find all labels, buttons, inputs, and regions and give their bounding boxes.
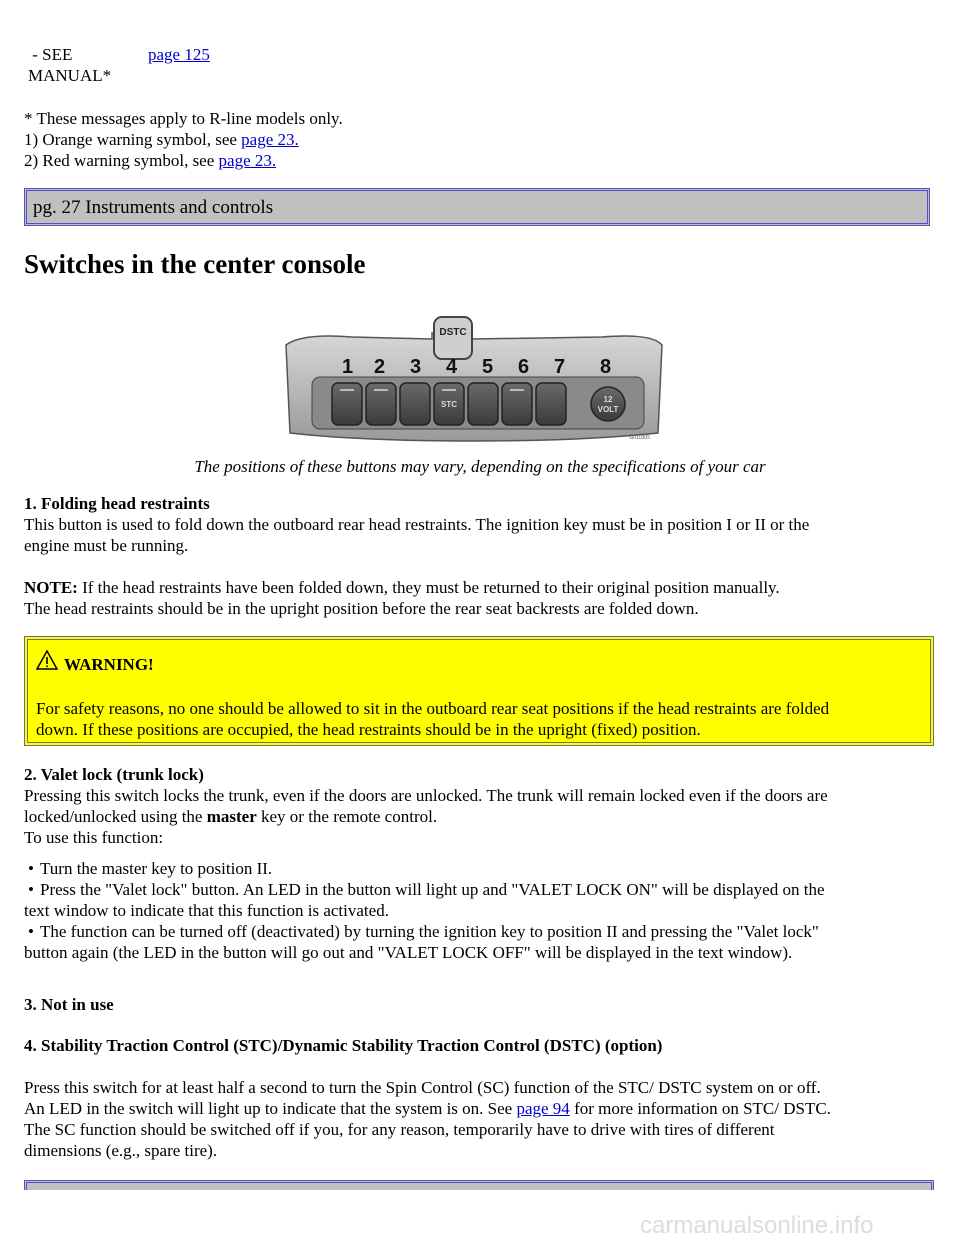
- dstc-button: [434, 317, 472, 359]
- volt-label-line2: VOLT: [597, 405, 619, 414]
- section-1-line1: This button is used to fold down the outboard rear head restraints. The ignition key must be in position I or II or the: [24, 515, 810, 534]
- note-label: NOTE:: [24, 578, 78, 597]
- console-switch-illustration: [282, 303, 666, 443]
- message-line1: - SEE: [28, 45, 73, 64]
- message-cell: [28, 44, 138, 86]
- switch-number-8: 8: [600, 356, 612, 378]
- valet-steps-list: [24, 858, 936, 963]
- bullet-3-text-a: The function can be turned off (deactivated) by turning the ignition key to position II and pressing the "Valet lock": [40, 922, 819, 941]
- section-2-line2-pre: locked/unlocked using the: [24, 807, 207, 826]
- switch-7: [536, 383, 566, 425]
- footnote-star: * These messages apply to R-line models only.: [24, 109, 343, 128]
- next-page-header-bar: [24, 1180, 934, 1190]
- stc-label: STC: [441, 400, 457, 409]
- section-4-line1: Press this switch for at least half a second to turn the Spin Control (SC) function of the STC/ DSTC system on or off.: [24, 1078, 821, 1097]
- switch-number-3: 3: [410, 356, 422, 378]
- warning-triangle-icon: [36, 650, 58, 670]
- bullet-1-text: Turn the master key to position II.: [40, 859, 273, 878]
- section-2-line2-post: key or the remote control.: [256, 807, 438, 826]
- section-1-line2: engine must be running.: [24, 536, 189, 555]
- footnote-1-link[interactable]: page 23.: [241, 130, 299, 149]
- switch-number-1: 1: [342, 356, 354, 378]
- section-2-heading: 2. Valet lock (trunk lock): [24, 765, 204, 784]
- list-item: [24, 879, 936, 921]
- message-line2: MANUAL*: [28, 66, 112, 85]
- warning-title: WARNING!: [64, 655, 154, 674]
- warning-line2: down. If these positions are occupied, the head restraints should be in the upright (fixed) position.: [36, 720, 701, 739]
- warning-line1: For safety reasons, no one should be allowed to sit in the outboard rear seat positions if the head restraints are folded: [36, 699, 830, 718]
- figure-caption: The positions of these buttons may vary, depending on the specifications of your car: [194, 457, 766, 476]
- section-valet-lock: [24, 764, 936, 963]
- bullet-2-text-a: Press the "Valet lock" button. An LED in the button will light up and "VALET LOCK ON" will be displayed on the: [40, 880, 825, 899]
- switch-number-4: 4: [446, 356, 458, 378]
- section-1-note: [24, 577, 936, 598]
- page-title: Switches in the center console: [24, 249, 366, 279]
- switch-5: [468, 383, 498, 425]
- volt-label-line1: 12: [603, 395, 613, 404]
- footnote-2-link[interactable]: page 23.: [218, 151, 277, 170]
- section-1-note-line2: The head restraints should be in the upright position before the rear seat backrests are folded down.: [24, 599, 699, 618]
- section-2-line2: [24, 806, 936, 827]
- dstc-label: DSTC: [439, 327, 467, 338]
- page-125-link[interactable]: page 125: [148, 45, 210, 64]
- note-text: If the head restraints have been folded down, they must be returned to their original position manually.: [77, 578, 780, 597]
- switch-panel-svg: [282, 303, 666, 443]
- footnote-2: [24, 150, 724, 171]
- switch-number-5: 5: [482, 356, 494, 378]
- page-header-text: pg. 27 Instruments and controls: [33, 197, 274, 218]
- footnote-1: [24, 129, 724, 150]
- footnote-1-text: 1) Orange warning symbol, see: [24, 130, 242, 149]
- page-94-link[interactable]: page 94: [516, 1099, 570, 1118]
- footnotes: [24, 108, 724, 171]
- page-cell: [148, 44, 210, 65]
- section-2-line1: Pressing this switch locks the trunk, even if the doors are unlocked. The trunk will remain locked even if the doors are: [24, 786, 828, 805]
- list-item: [24, 858, 936, 879]
- list-item: [24, 921, 936, 963]
- section-4-line2-pre: An LED in the switch will light up to indicate that the system is on. See: [24, 1099, 517, 1118]
- section-stc-dstc: [24, 1035, 936, 1161]
- section-4-line3: The SC function should be switched off if you, for any reason, temporarily have to drive with tires of different: [24, 1120, 775, 1139]
- bullet-3-text-b: button again (the LED in the button will go out and "VALET LOCK OFF" will be displayed in the text window).: [24, 943, 793, 962]
- page-header-bar: [24, 188, 930, 226]
- section-4-heading: 4. Stability Traction Control (STC)/Dynamic Stability Traction Control (DSTC) (option): [24, 1036, 663, 1055]
- watermark-carmanualsonline: carmanualsonline.info: [640, 1212, 874, 1239]
- switch-number-6: 6: [518, 356, 530, 378]
- bullet-2-text-b: text window to indicate that this function is activated.: [24, 901, 389, 920]
- warning-box: [24, 636, 934, 746]
- warning-text: [36, 698, 926, 740]
- footnote-2-text: 2) Red warning symbol, see: [24, 151, 219, 170]
- switch-number-7: 7: [554, 356, 566, 378]
- 12-volt-socket: [591, 387, 625, 421]
- section-4-line2: [24, 1098, 936, 1119]
- section-3-heading: 3. Not in use: [24, 995, 114, 1014]
- section-1-heading: 1. Folding head restraints: [24, 494, 210, 513]
- master-key-term: master: [206, 807, 257, 826]
- switch-3: [400, 383, 430, 425]
- section-2-line3: To use this function:: [24, 828, 164, 847]
- section-4-line2-post: for more information on STC/ DSTC.: [569, 1099, 831, 1118]
- switch-number-2: 2: [374, 356, 386, 378]
- section-folding-head-restraints: [24, 493, 936, 619]
- figure-code: G010305: [629, 435, 650, 441]
- section-4-line4: dimensions (e.g., spare tire).: [24, 1141, 218, 1160]
